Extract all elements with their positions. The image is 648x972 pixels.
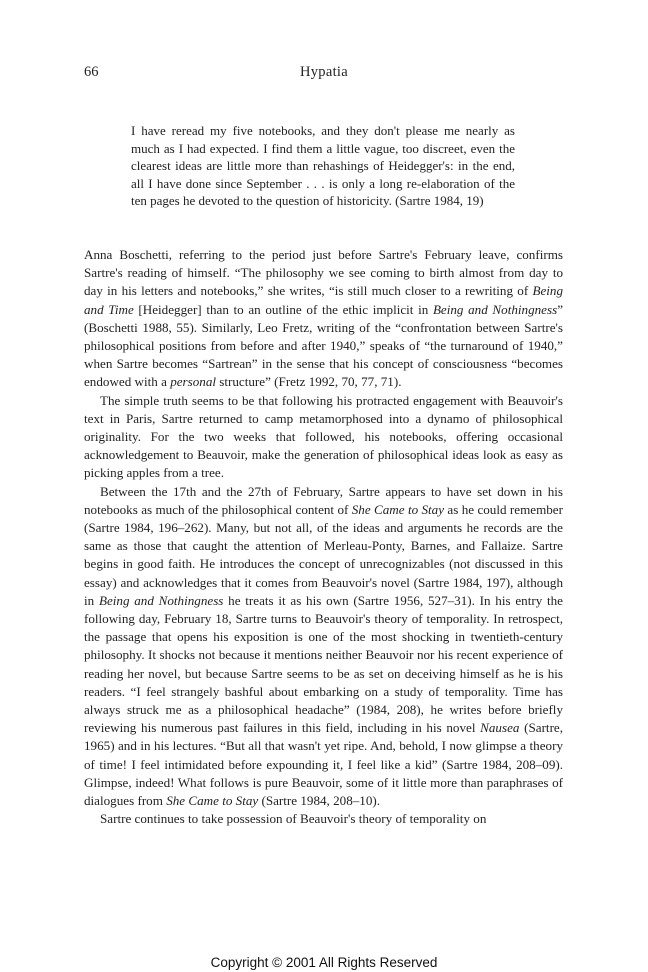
- paragraph: [84, 810, 563, 828]
- running-head: Hypatia: [299, 64, 348, 80]
- text-run: [Heidegger] than to an outline of the ethic implicit in: [133, 301, 433, 317]
- copyright-notice: Copyright © 2001 All Rights Reserved: [210, 955, 438, 970]
- text-run: ” (Boschetti 1988, 55). Similarly, Leo Fretz, writing of the “confrontation between Sartre's philosophical positions from before and after 1940,” speaks of “the turnaround of 1940,” when Sartre becomes “Sartrean” in the sense that his concept of consciousness “becomes endowed with a: [84, 301, 563, 390]
- text-run: Between the 17th and the 27th of February, Sartre appears to have set down in his notebooks as much of the philosophical content of: [84, 483, 563, 517]
- italic-title: She Came to Stay: [351, 501, 445, 517]
- text-run: The simple truth seems to be that following his protracted engagement with Beauvoir's text in Paris, Sartre returned to camp metamorphosed into a dynamo of philosophical originality. For the two weeks that followed, his notebooks, offering occasional acknowledgement to Beauvoir, make the generation of philosophical ideas look as easy as picking apples from a tree.: [84, 392, 563, 481]
- text-run: Anna Boschetti, referring to the period just before Sartre's February leave, confirms Sartre's reading of himself. “The philosophy we see coming to birth almost from day to day in his letters and notebooks,” she writes, “is still much closer to a rewriting of: [84, 247, 563, 299]
- italic-title: Being and Nothingness: [432, 301, 558, 317]
- page-number: 66: [84, 64, 99, 80]
- text-run: Sartre continues to take possession of Beauvoir's theory of temporality on: [100, 811, 487, 827]
- paragraph: [84, 392, 563, 483]
- text-run: (Sartre, 1965) and in his lectures. “But all that wasn't yet ripe. And, behold, I now glimpse a theory of time! I feel intimidated before expounding it, I feel like a kid” (Sartre 1984, 208–09). Glimpse, indeed! What follows is pure Beauvoir, some of it little more than paraphrases of dialogues from: [84, 720, 564, 809]
- italic-title: Being and Time: [84, 283, 563, 317]
- italic-title: Being and Nothingness: [98, 592, 224, 608]
- body-text: [84, 246, 563, 829]
- italic-title: She Came to Stay: [166, 793, 259, 809]
- block-quote: I have reread my five notebooks, and they don't please me nearly as much as I had expected. I find them a little vague, too discreet, even the clearest ideas are little more than rehashings of Heidegger's: in the end, all I have done since September . . . is only a long re-elaboration of the ten pages he devoted to the question of historicity. (Sartre 1984, 19): [131, 123, 515, 208]
- text-run: he treats it as his own (Sartre 1956, 527–31). In his entry the following day, February 18, Sartre turns to Beauvoir's theory of temporality. In retrospect, the passage that opens his exposition is one of the most shocking in twentieth-century philosophy. It shocks not because it mentions neither Beauvoir nor his recent experience of reading her novel, but because Sartre seems to be as set on deceiving himself as he is his readers. “I feel strangely bashful about embarking on a study of temporality. Time has always struck me as a philosophical headache” (1984, 208), he writes before briefly reviewing his numerous past failures in this field, including in his novel: [84, 592, 563, 736]
- text-run: (Sartre 1984, 208–10).: [258, 793, 381, 809]
- italic-title: personal: [170, 374, 217, 390]
- italic-title: Nausea: [480, 720, 520, 736]
- paragraph: [84, 483, 563, 811]
- text-run: as he could remember (Sartre 1984, 196–262). Many, but not all, of the ideas and arguments he records are the same as those that caught the attention of Merleau-Ponty, Barnes, and Fallaize. Sartre begins in good faith. He introduces the concept of unrecognizables (not discussed in this essay) and acknowledges that it comes from Beauvoir's novel (Sartre 1984, 197), although in: [84, 501, 563, 608]
- text-run: structure” (Fretz 1992, 70, 77, 71).: [216, 374, 402, 390]
- paragraph: [84, 246, 563, 392]
